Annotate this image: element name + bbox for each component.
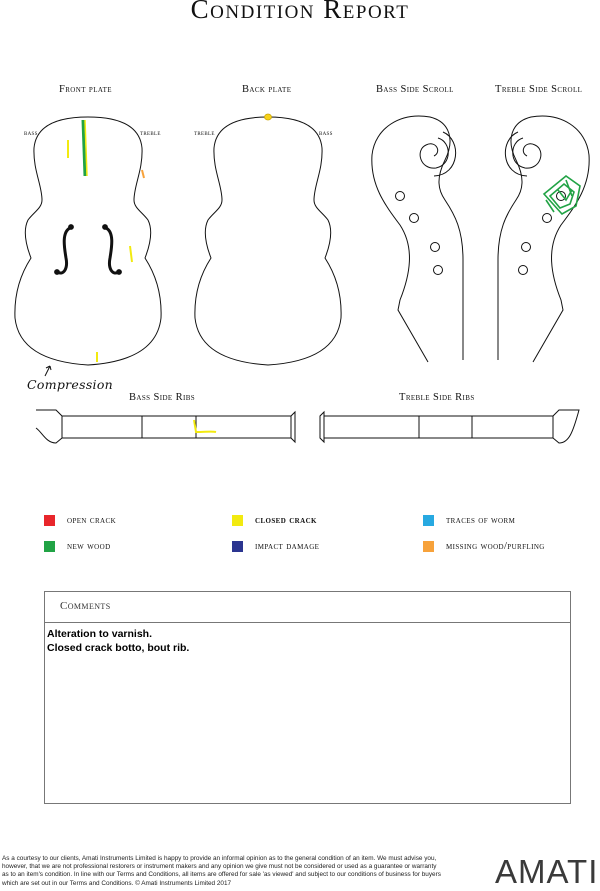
compression-note: Compression xyxy=(27,377,114,392)
comments-box xyxy=(44,591,571,804)
treble-scroll-label: Treble Side Scroll xyxy=(495,84,583,95)
front-bass-label: bass xyxy=(24,129,38,137)
comments-title: Comments xyxy=(60,600,111,612)
amati-logo: AMATI xyxy=(495,853,599,890)
bass-ribs-outline xyxy=(36,410,295,443)
closed-crack-swatch xyxy=(232,515,243,526)
back-plate-outline xyxy=(195,117,341,365)
condition-marks xyxy=(68,114,580,432)
legend-new-wood: new wood xyxy=(44,539,111,553)
impact-damage-swatch xyxy=(232,541,243,552)
legend-closed-crack: closed crack xyxy=(232,513,317,527)
legend-open-crack: open crack xyxy=(44,513,116,527)
comment-line-1: Alteration to varnish. xyxy=(47,628,153,640)
missing-wood-swatch xyxy=(423,541,434,552)
bass-ribs-label: Bass Side Ribs xyxy=(129,392,196,403)
front-plate-outline xyxy=(15,117,161,365)
legend-missing-wood: missing wood/purfling xyxy=(423,539,545,553)
new-wood-swatch xyxy=(44,541,55,552)
comment-line-2: Closed crack botto, bout rib. xyxy=(47,642,190,654)
treble-ribs-outline xyxy=(320,410,579,443)
page-title: Condition Report xyxy=(190,0,410,24)
back-bass-label: bass xyxy=(319,129,333,137)
treble-ribs-label: Treble Side Ribs xyxy=(399,392,475,403)
legend-traces-of-worm: traces of worm xyxy=(423,513,515,527)
comments-header xyxy=(45,592,570,623)
footer-disclaimer: As a courtesy to our clients, Amati Instruments Limited is happy to provide an informal opinion as to the general condition of an item. We must advise you, however, that we are not professional restorers or instrument makers and any opinion we give must not be considered or used as a guarantee or warranty as to an item's condition. In line with our Terms and Conditions, all items are offered for sale 'as viewed' and subject to our conditions of business for buyers which are set out in our Terms and Conditions. © Amati Instruments Limited 2017 xyxy=(2,855,441,887)
open-crack-swatch xyxy=(44,515,55,526)
bass-scroll-outline xyxy=(372,116,463,362)
legend-impact-damage: impact damage xyxy=(232,539,319,553)
bass-scroll-label: Bass Side Scroll xyxy=(376,84,454,95)
f-holes xyxy=(57,228,119,273)
back-treble-label: treble xyxy=(194,129,215,137)
treble-scroll-outline xyxy=(498,116,589,362)
traces-of-worm-swatch xyxy=(423,515,434,526)
front-treble-label: treble xyxy=(140,129,161,137)
back-plate-label: Back plate xyxy=(242,84,292,95)
front-plate-label: Front plate xyxy=(59,84,112,95)
